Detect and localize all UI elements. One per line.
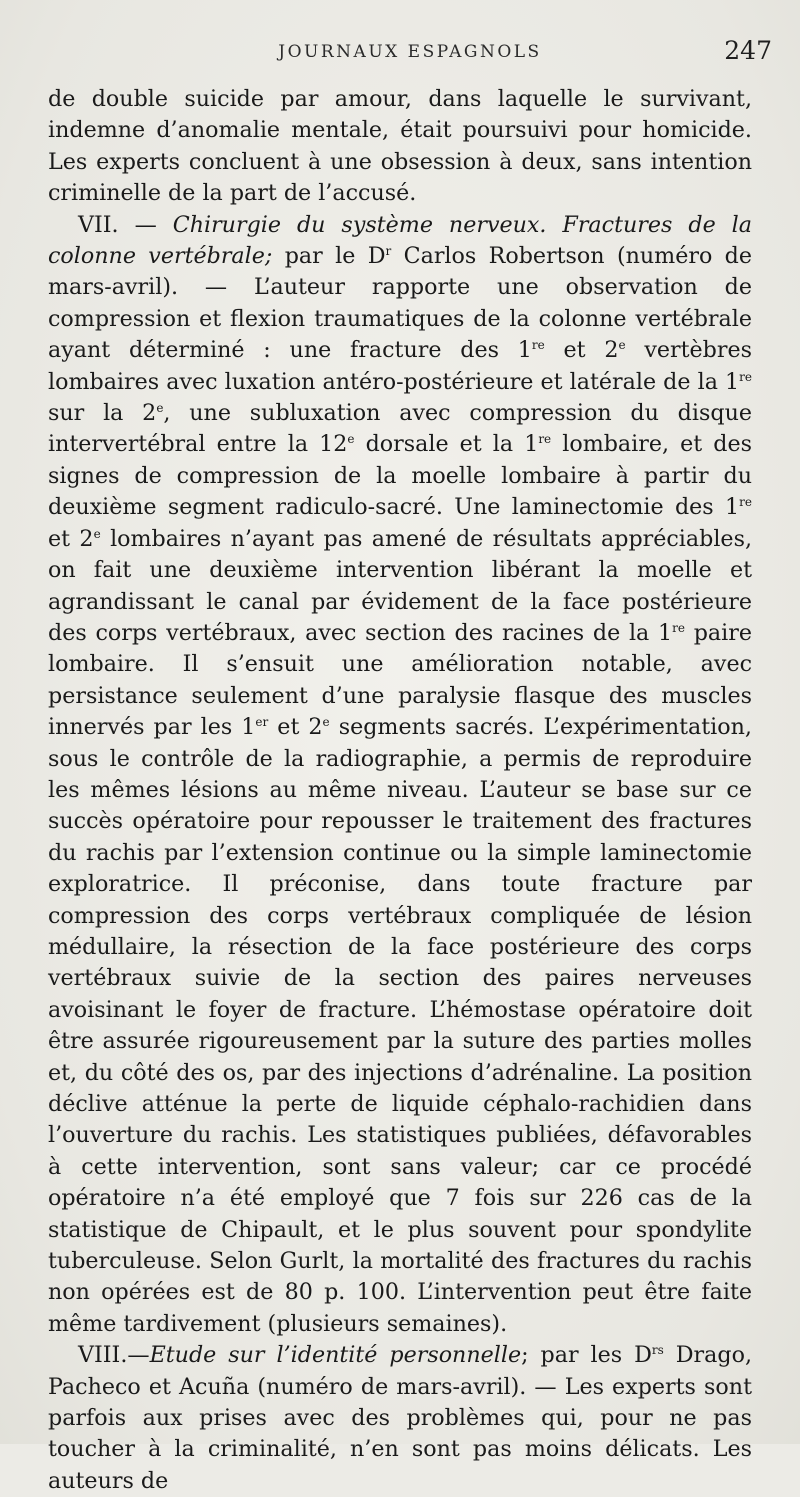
article-title: Etude sur l’identité personnelle: [149, 1342, 522, 1369]
superscript: re: [531, 338, 545, 353]
text-run: sur la 2: [48, 400, 157, 427]
running-head: JOURNAUX ESPAGNOLS: [278, 42, 542, 62]
superscript: e: [322, 715, 330, 730]
superscript: e: [156, 401, 164, 416]
text-run: paire lombaire. Il s’ensuit une amélioration notable, avec persistance seulement d’une paralysie flasque des muscles innervés par les 1: [48, 619, 752, 741]
superscript: er: [255, 715, 269, 730]
text-run: vertèbres lombaires avec luxation antéro-postérieure et latérale de la 1: [48, 337, 752, 395]
text-run: Drago, Pacheco et Acuña (numéro de mars-avril). — Les experts sont parfois aux prises avec des problèmes qui, pour ne pas toucher à la criminalité, n’en sont pas moins délicats. Les auteurs de: [48, 1342, 753, 1494]
section-numeral: VII. —: [78, 211, 173, 238]
text-run: dorsale et la 1: [354, 431, 539, 458]
text-run: par le D: [272, 243, 386, 270]
text-run: Carlos Robertson (numéro de mars-avril). — L’auteur rapporte une observation de compression et flexion traumatiques de la colonne vertébrale ayant déterminé : une fracture des 1: [48, 243, 753, 364]
section-numeral: VIII.—: [78, 1342, 150, 1369]
paragraph-section-vii: [48, 210, 752, 1341]
text-run: et 2: [48, 525, 94, 552]
superscript: r: [385, 244, 392, 259]
superscript: e: [347, 432, 355, 447]
text-run: et 2: [268, 714, 323, 741]
superscript: re: [739, 369, 752, 384]
article-title: Chirurgie du système nerveux. Fractures de la colonne vertébrale;: [48, 211, 752, 270]
text-run: lombaires n’ayant pas amené de résultats appréciables, on fait une deuxième intervention libérant la moelle et agrandissant le canal par évidement de la face postérieure des corps vertébraux, avec section des racines de la 1: [48, 525, 753, 646]
text-run: , une subluxation avec compression du disque intervertébral entre la 12: [48, 400, 752, 458]
paragraph-continuation: de double suicide par amour, dans laquelle le survivant, indemne d’anomalie mentale, était poursuivi pour homicide. Les experts concluent à une obsession à deux, sans intention criminelle de la part de l’accusé.: [48, 86, 752, 207]
page-header: [48, 36, 772, 76]
superscript: e: [618, 338, 626, 353]
superscript: e: [93, 526, 101, 541]
page-number: 247: [724, 36, 772, 65]
text-run: et 2: [544, 337, 619, 364]
superscript: rs: [651, 1343, 664, 1358]
superscript: re: [739, 495, 752, 510]
paragraph-section-viii: [48, 1340, 752, 1497]
superscript: re: [538, 432, 552, 447]
superscript: re: [672, 621, 685, 636]
text-run: segments sacrés. L’expérimentation, sous le contrôle de la radiographie, a permis de reproduire les mêmes lésions au même niveau. L’auteur se base sur ce succès opératoire pour repousser le traitement des fractures du rachis par l’extension continue ou la simple laminectomie exploratrice. Il préconise, dans toute fracture par compression des corps vertébraux compliquée de lésion médullaire, la résection de la face postérieure des corps vertébraux suivie de la section des paires nerveuses avoisinant le foyer de fracture. L’hémostase opératoire doit être assurée rigoureusement par la suture des parties molles et, du côté des os, par des injections d’adrénaline. La position déclive atténue la perte de liquide céphalo-rachidien dans l’ouverture du rachis. Les statistiques publiées, défavorables à cette intervention, sont sans valeur; car ce procédé opératoire n’a été employé que 7 fois sur 226 cas de la statistique de Chipault, et le plus souvent pour spondylite tuberculeuse. Selon Gurlt, la mortalité des fractures du rachis non opérées est de 80 p. 100. L’intervention peut être faite même tardivement (plusieurs semaines).: [48, 714, 752, 1337]
text-run: ; par les D: [521, 1342, 652, 1369]
body-text: [48, 84, 752, 1497]
text-run: lombaire, et des signes de compression de la moelle lombaire à partir du deuxième segment radiculo-sacré. Une laminectomie des 1: [48, 431, 752, 521]
